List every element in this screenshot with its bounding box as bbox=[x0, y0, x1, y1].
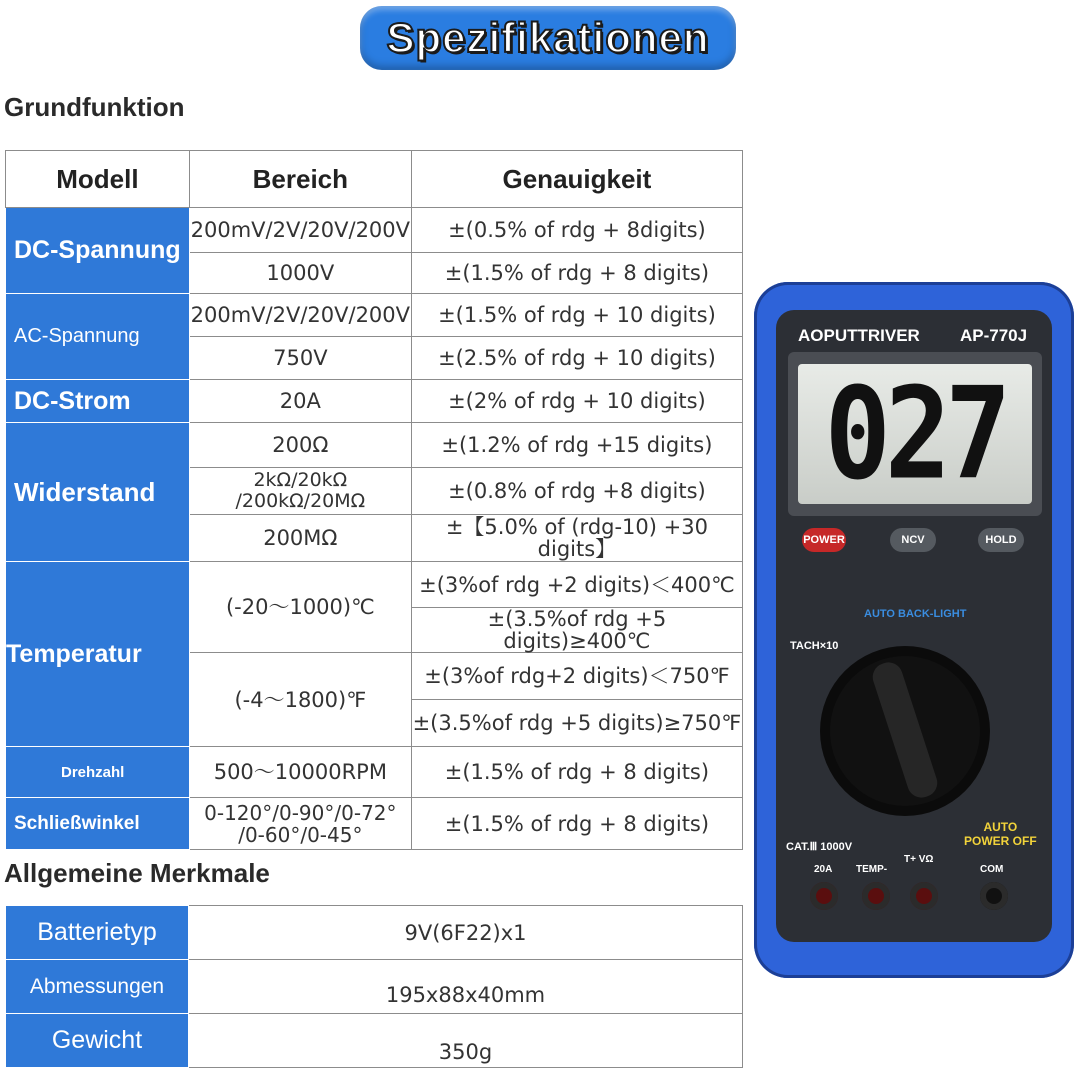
accuracy-cell: ±(3%of rdg+2 digits)＜750℉ bbox=[411, 653, 742, 700]
general-label: Gewicht bbox=[6, 1014, 189, 1068]
table-row bbox=[6, 960, 743, 1014]
general-value: 350g bbox=[189, 1014, 743, 1068]
header-accuracy: Genauigkeit bbox=[411, 151, 742, 208]
tach-label: TACH×10 bbox=[790, 640, 839, 652]
table-row bbox=[6, 294, 743, 337]
row-dc-current: DC-Strom bbox=[6, 380, 190, 423]
table-row bbox=[6, 380, 743, 423]
accuracy-cell: ±(3.5%of rdg +5 digits)≥400℃ bbox=[411, 608, 742, 653]
backlight-label: AUTO BACK-LIGHT bbox=[864, 608, 967, 620]
lcd-reading: 027 bbox=[824, 360, 1006, 508]
range-cell: 1000V bbox=[189, 253, 411, 294]
header-range: Bereich bbox=[189, 151, 411, 208]
header-model: Modell bbox=[6, 151, 190, 208]
lcd-display bbox=[798, 360, 1032, 508]
table-row bbox=[6, 747, 743, 798]
row-temperature: Temperatur bbox=[6, 562, 190, 747]
table-header-row bbox=[6, 151, 743, 208]
jack-label-v: T+ VΩ bbox=[904, 854, 934, 865]
range-cell: 200mV/2V/20V/200V bbox=[189, 294, 411, 337]
section-title-basic: Grundfunktion bbox=[4, 92, 185, 122]
table-row bbox=[6, 562, 743, 608]
row-dwell: Schließwinkel bbox=[6, 798, 190, 850]
jack-label-20a: 20A bbox=[814, 864, 833, 875]
jack-v bbox=[910, 882, 938, 910]
accuracy-cell: ±(1.2% of rdg +15 digits) bbox=[411, 423, 742, 468]
table-row bbox=[6, 798, 743, 850]
accuracy-cell: ±【5.0% of (rdg-10) +30 digits】 bbox=[411, 515, 742, 562]
general-table bbox=[5, 905, 743, 1068]
hold-button: HOLD bbox=[978, 528, 1024, 552]
section-title-general: Allgemeine Merkmale bbox=[4, 858, 270, 888]
row-resistance: Widerstand bbox=[6, 423, 190, 562]
range-cell: (-4～1800)℉ bbox=[189, 653, 411, 747]
ncv-button: NCV bbox=[890, 528, 936, 552]
cat-rating: CAT.Ⅲ 1000V bbox=[786, 841, 853, 853]
auto-power-off-label: AUTO POWER OFF bbox=[964, 820, 1037, 848]
banner-title: Spezifikationen bbox=[386, 14, 710, 61]
jack-label-temp: TEMP- bbox=[856, 864, 888, 875]
power-button: POWER bbox=[802, 528, 846, 552]
accuracy-cell: ±(1.5% of rdg + 8 digits) bbox=[411, 798, 742, 850]
row-ac-voltage: AC-Spannung bbox=[6, 294, 190, 380]
row-rpm: Drehzahl bbox=[6, 747, 190, 798]
jack-20a bbox=[810, 882, 838, 910]
range-cell: 2kΩ/20kΩ /200kΩ/20MΩ bbox=[189, 468, 411, 515]
range-cell: 200MΩ bbox=[189, 515, 411, 562]
title-banner bbox=[360, 6, 736, 70]
table-row bbox=[6, 1014, 743, 1068]
accuracy-cell: ±(1.5% of rdg + 8 digits) bbox=[411, 747, 742, 798]
accuracy-cell: ±(0.8% of rdg +8 digits) bbox=[411, 468, 742, 515]
multimeter-brand: AOPUTTRIVER bbox=[798, 326, 920, 345]
jack-temp bbox=[862, 882, 890, 910]
multimeter-image bbox=[754, 282, 1074, 978]
range-cell: 200mV/2V/20V/200V bbox=[189, 208, 411, 253]
range-cell: 20A bbox=[189, 380, 411, 423]
spec-table bbox=[5, 150, 743, 850]
range-cell: 750V bbox=[189, 337, 411, 380]
accuracy-cell: ±(0.5% of rdg + 8digits) bbox=[411, 208, 742, 253]
accuracy-cell: ±(1.5% of rdg + 8 digits) bbox=[411, 253, 742, 294]
range-cell: 0-120°/0-90°/0-72° /0-60°/0-45° bbox=[189, 798, 411, 850]
jack-com bbox=[980, 882, 1008, 910]
accuracy-cell: ±(1.5% of rdg + 10 digits) bbox=[411, 294, 742, 337]
jack-label-com: COM bbox=[980, 864, 1004, 875]
accuracy-cell: ±(3%of rdg +2 digits)＜400℃ bbox=[411, 562, 742, 608]
range-cell: (-20～1000)℃ bbox=[189, 562, 411, 653]
range-cell: 200Ω bbox=[189, 423, 411, 468]
general-value: 9V(6F22)x1 bbox=[189, 906, 743, 960]
multimeter-model: AP-770J bbox=[960, 326, 1028, 345]
accuracy-cell: ±(2.5% of rdg + 10 digits) bbox=[411, 337, 742, 380]
general-label: Batterietyp bbox=[6, 906, 189, 960]
row-dc-voltage: DC-Spannung bbox=[6, 208, 190, 294]
table-row bbox=[6, 208, 743, 253]
general-label: Abmessungen bbox=[6, 960, 189, 1014]
accuracy-cell: ±(2% of rdg + 10 digits) bbox=[411, 380, 742, 423]
range-cell: 500～10000RPM bbox=[189, 747, 411, 798]
table-row bbox=[6, 423, 743, 468]
table-row bbox=[6, 906, 743, 960]
accuracy-cell: ±(3.5%of rdg +5 digits)≥750℉ bbox=[411, 700, 742, 747]
general-value: 195x88x40mm bbox=[189, 960, 743, 1014]
